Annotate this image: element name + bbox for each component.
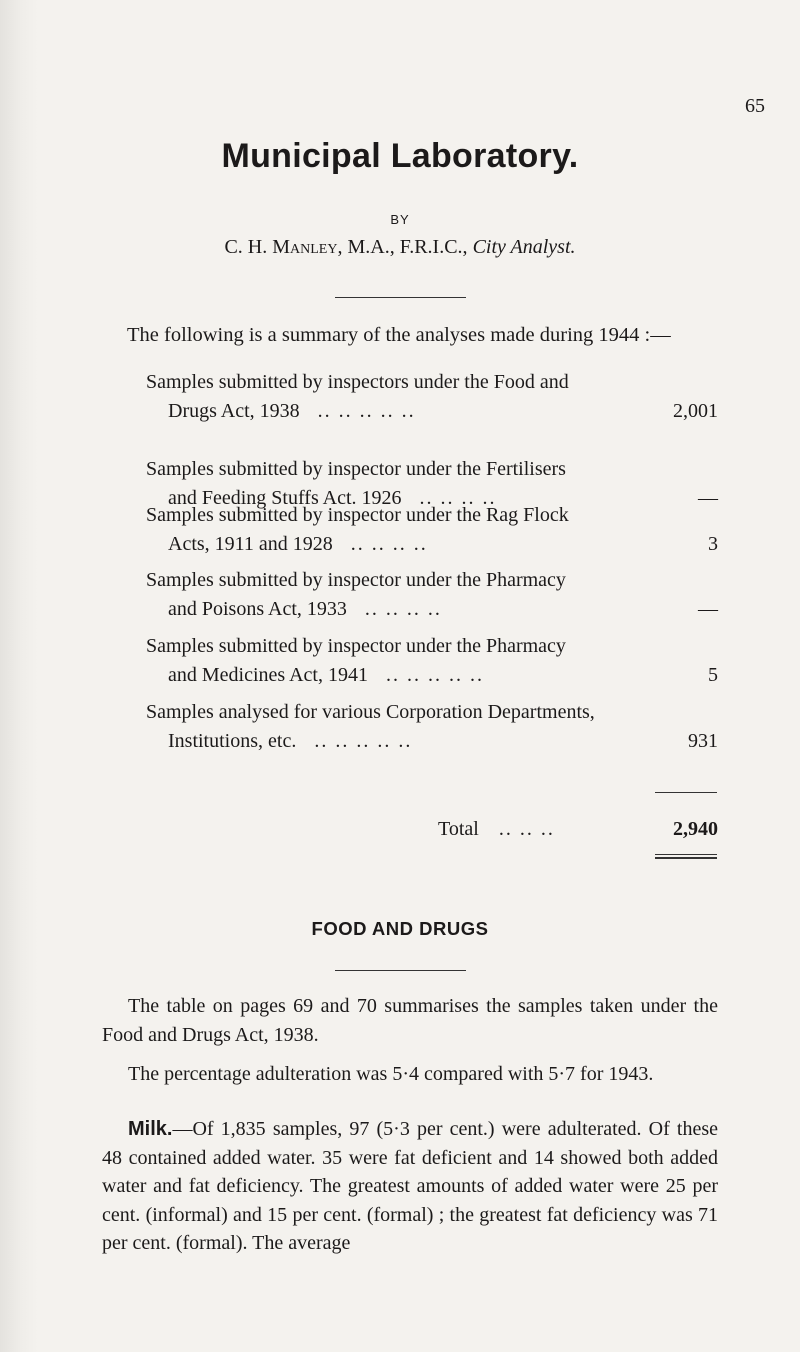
entry-line1: Samples submitted by inspector under the Rag Flock <box>146 504 569 526</box>
entry-value: — <box>698 598 718 620</box>
entry-leader: .. .. .. .. <box>350 533 428 555</box>
entry-line1: Samples submitted by inspectors under the Food and <box>146 371 569 393</box>
intro-text: The following is a summary of the analyses made during 1944 :— <box>127 324 671 346</box>
summary-entry-pharmacy-poisons <box>146 566 718 624</box>
paragraph-text: The percentage adulteration was 5·4 compared with 5·7 for 1943. <box>128 1063 654 1085</box>
entry-line1: Samples submitted by inspector under the Pharmacy <box>146 635 566 657</box>
section-rule <box>335 970 466 971</box>
author-name: C. H. Manley, <box>224 236 343 258</box>
author-role: City Analyst. <box>472 236 576 258</box>
section-heading: FOOD AND DRUGS <box>311 918 489 939</box>
entry-leader: .. .. .. .. <box>419 487 497 509</box>
author-qualifications: M.A., F.R.I.C., <box>347 236 468 258</box>
entry-line2: and Medicines Act, 1941 <box>168 664 368 686</box>
entry-line1: Samples analysed for various Corporation Departments, <box>146 701 595 723</box>
milk-heading: Milk. <box>128 1118 173 1140</box>
entry-value: 3 <box>708 533 718 555</box>
byline-by: BY <box>390 212 410 227</box>
paragraph-table-summary <box>102 992 718 1049</box>
entry-line1: Samples submitted by inspector under the Fertilisers <box>146 458 566 480</box>
entry-value: 5 <box>708 664 718 686</box>
total-rule-bottom-1 <box>655 854 717 855</box>
paragraph-text: The table on pages 69 and 70 summarises the samples taken under the Food and Drugs Act, 1938. <box>102 995 718 1046</box>
summary-entry-rag-flock <box>146 501 718 559</box>
entry-line2: Institutions, etc. <box>168 730 297 752</box>
entry-line2: Drugs Act, 1938 <box>168 400 300 422</box>
entry-value: 2,001 <box>673 400 718 422</box>
author-line <box>0 236 800 259</box>
page-edge-shadow <box>0 0 38 1352</box>
page-number: 65 <box>745 95 765 117</box>
title-rule <box>335 297 466 298</box>
entry-leader: .. .. .. .. .. <box>385 664 484 686</box>
summary-entry-pharmacy-medicines <box>146 632 718 690</box>
total-label: Total <box>438 818 479 840</box>
paragraph-adulteration <box>102 1060 718 1089</box>
entry-leader: .. .. .. .. <box>364 598 442 620</box>
summary-entry-corporation <box>146 698 718 756</box>
total-rule-top <box>655 792 717 793</box>
total-rule-bottom-2 <box>655 857 717 859</box>
entry-leader: .. .. .. .. .. <box>317 400 416 422</box>
entry-line2: Acts, 1911 and 1928 <box>168 533 333 555</box>
total-leader: .. .. .. <box>498 818 555 840</box>
entry-line2: and Poisons Act, 1933 <box>168 598 347 620</box>
entry-line2: and Feeding Stuffs Act. 1926 <box>168 487 402 509</box>
total-value: 2,940 <box>673 818 718 840</box>
entry-value: 931 <box>688 730 718 752</box>
total-row <box>438 818 718 841</box>
paragraph-text: —Of 1,835 samples, 97 (5·3 per cent.) were adulterated. Of these 48 contained added water. 35 were fat deficient and 14 showed both added water and fat deficiency. The greatest amounts of added water were 25 per cent. (informal) and 15 per cent. (formal) ; the greatest fat deficiency was 71 per cent. (formal). The average <box>102 1118 718 1254</box>
page-title: Municipal Laboratory. <box>221 137 579 175</box>
entry-line1: Samples submitted by inspector under the Pharmacy <box>146 569 566 591</box>
summary-entry-food-drugs <box>146 368 718 426</box>
paragraph-milk <box>102 1115 718 1258</box>
entry-value: — <box>698 487 718 509</box>
entry-leader: .. .. .. .. .. <box>314 730 413 752</box>
